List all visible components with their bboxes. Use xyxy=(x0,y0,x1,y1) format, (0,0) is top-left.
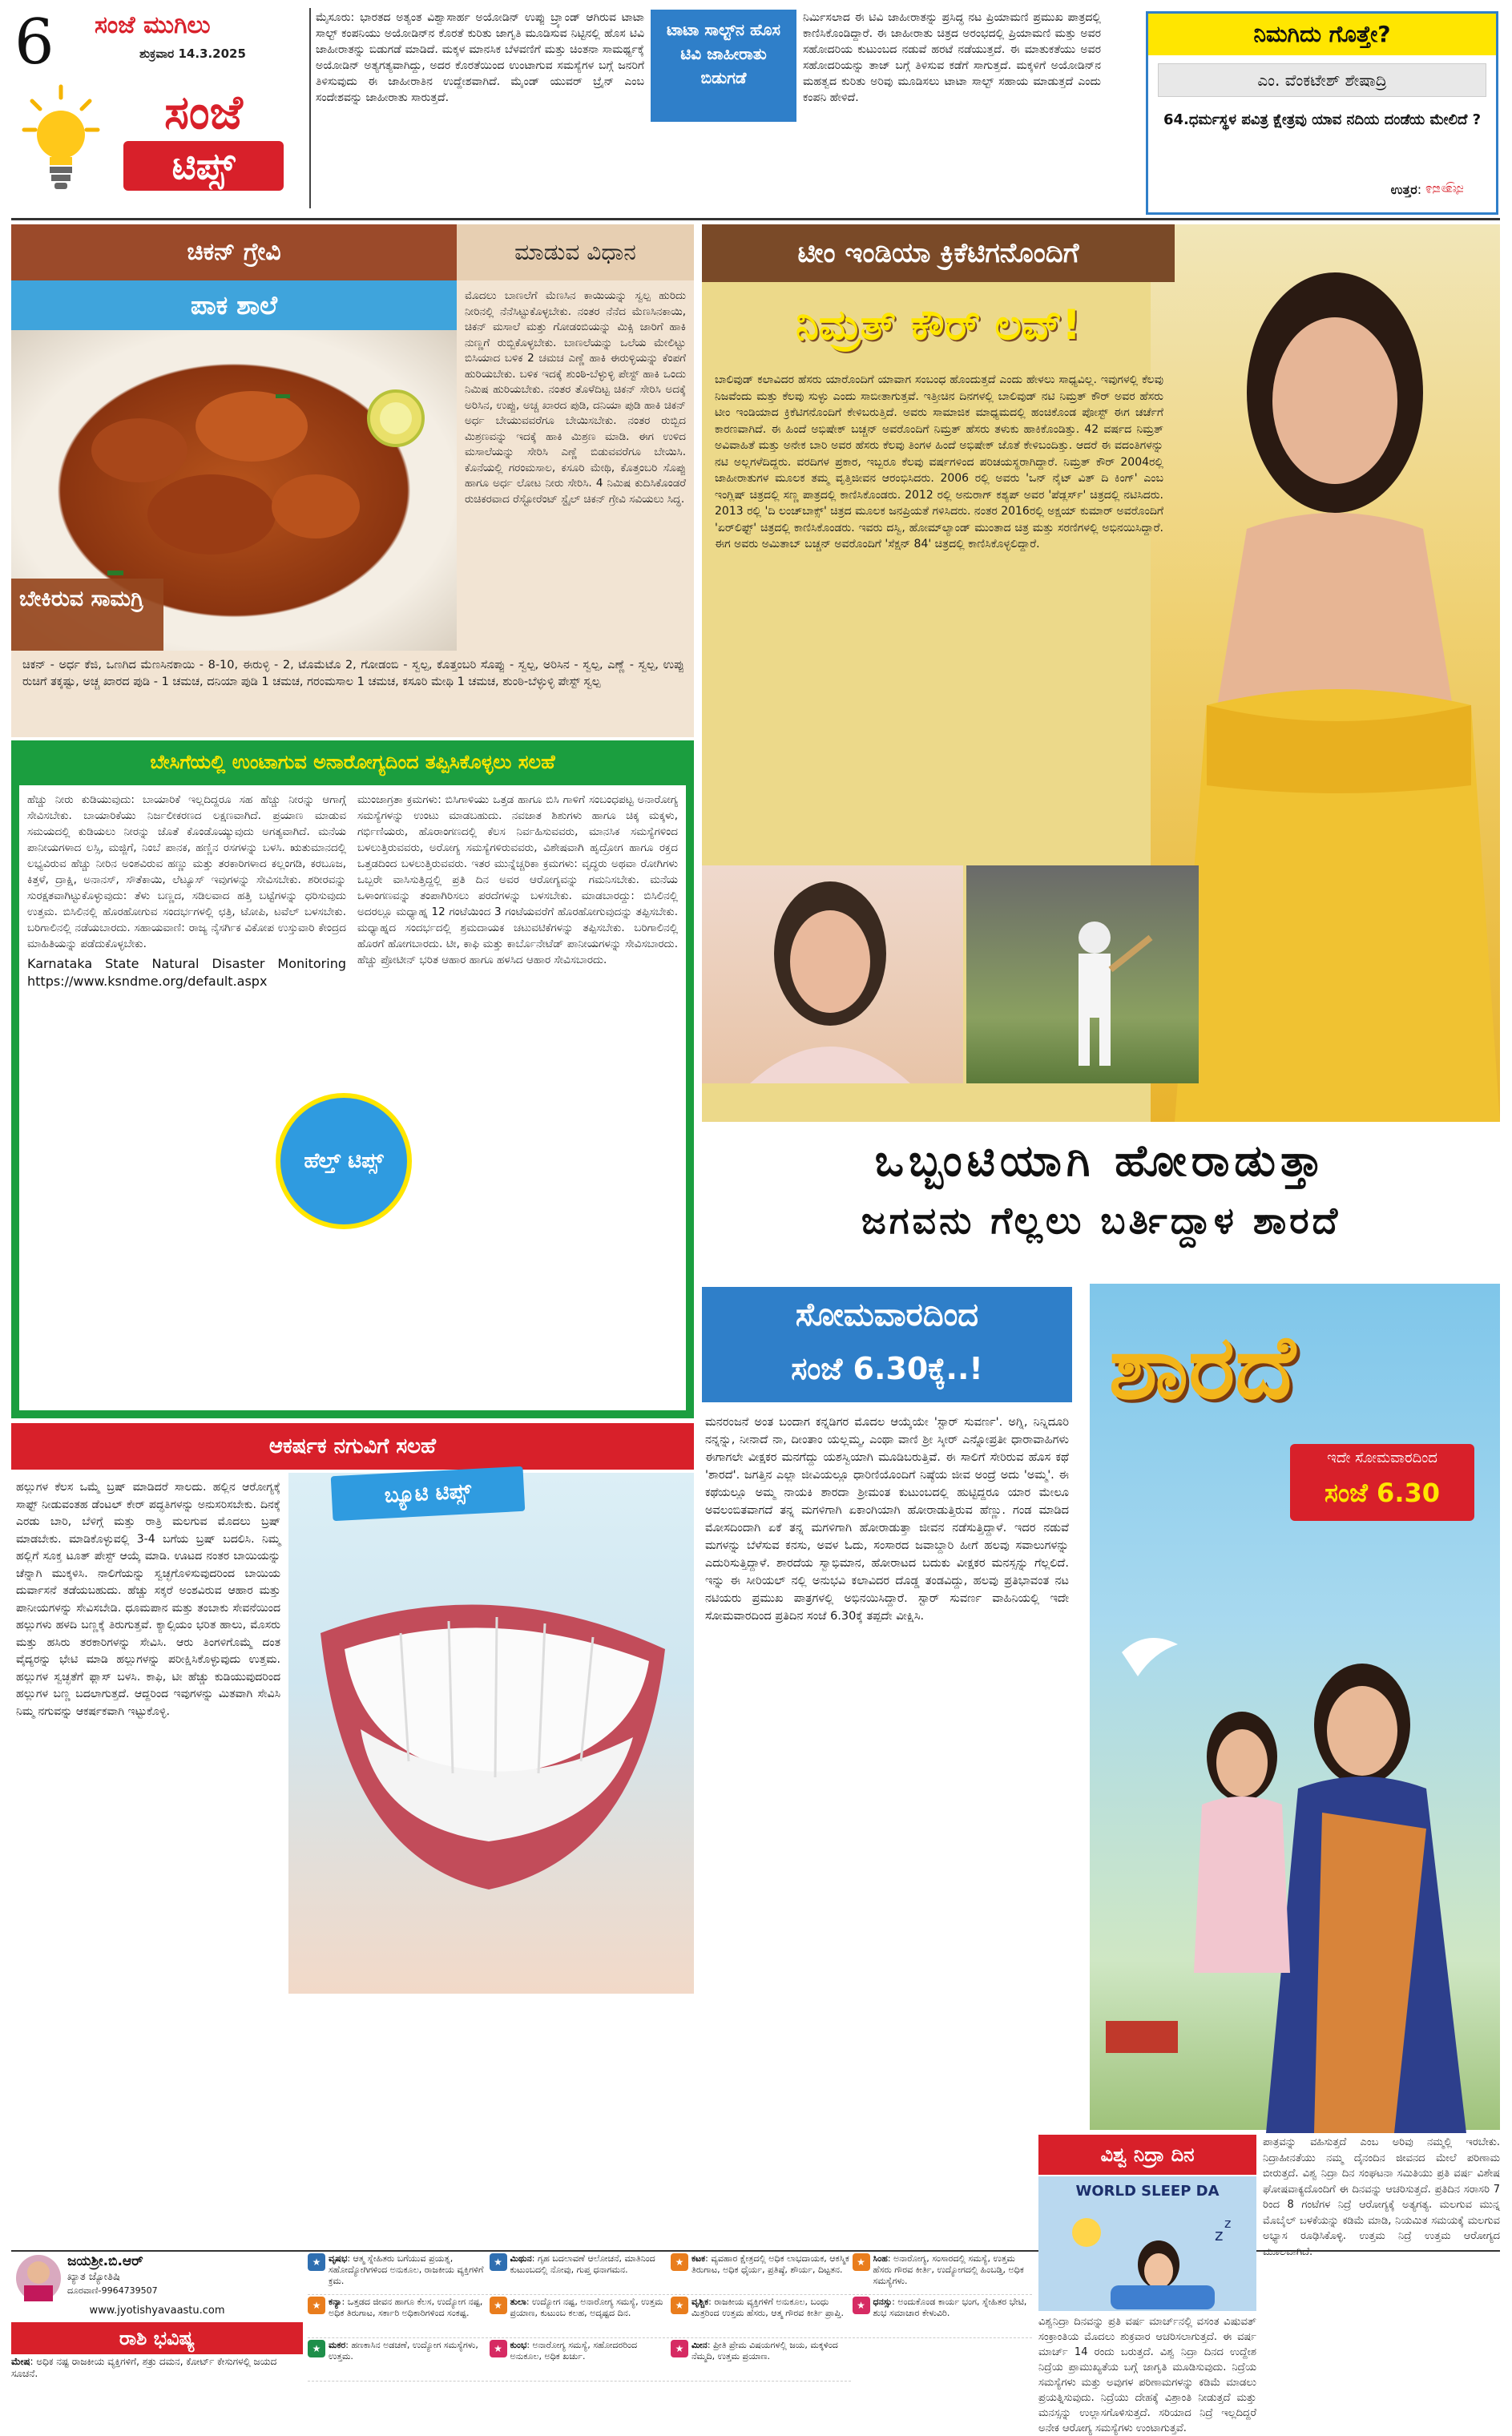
recipe-section-label: ಪಾಕ ಶಾಲೆ xyxy=(11,280,457,330)
rashi-text: ಧನಸ್ಸು: ಅಂದುಕೊಂಡ ಕಾರ್ಯ ಭಂಗ, ಸ್ನೇಹಿತರ ಭೇಟಿ, ಶುಭ ಸಮಾಚಾರ ಕೇಳುವಿರಿ. xyxy=(873,2297,1027,2318)
zodiac-sign-icon: ★ xyxy=(308,2340,325,2357)
quiz-author: ಎಂ. ವೆಂಕಟೇಶ್ ಶೇಷಾದ್ರಿ xyxy=(1158,63,1486,97)
astrologer-info xyxy=(11,2253,303,2303)
rashi-sign-name: ವೃಶ್ಚಿಕ xyxy=(691,2297,709,2307)
rashi-cell xyxy=(853,2253,1033,2295)
rashi-text: ಕಟಕ: ವ್ಯವಹಾರ ಕ್ಷೇತ್ರದಲ್ಲಿ ಅಧಿಕ ಲಾಭದಾಯಕ, ಆಕಸ್ಮಿಕ ತಿರುಗಾಟ, ಅಧಿಕ ಧೈರ್ಯ, ಪ್ರತಿಷ್ಠೆ, ಶೌರ್ಯ, ದಿಟ್ಟತನ. xyxy=(691,2253,849,2275)
teeth-illustration xyxy=(288,1473,694,1994)
astrologer-name: ಜಯಶ್ರೀ.ಬಿ.ಆರ್ xyxy=(67,2253,143,2269)
rashi-sign-name: ಸಿಂಹ xyxy=(873,2253,888,2264)
rashi-cell xyxy=(490,2340,670,2382)
paper-name: ಸಂಜೆ ಮುಗಿಲು xyxy=(95,11,211,39)
rashi-cell xyxy=(308,2253,488,2295)
lightbulb-icon xyxy=(22,83,99,196)
recipe-method-text: ಮೊದಲು ಬಾಣಲೆಗೆ ಮೆಣಸಿನ ಕಾಯಿಯನ್ನು ಸ್ವಲ್ಪ ಹುರಿದು ನೀರಿನಲ್ಲಿ ನೆನೆಸಿಟ್ಟುಕೊಳ್ಳಬೇಕು. ನಂತರ ನೆನೆದ ಮೆಣಸಿನಕಾಯಿ, ಚಿಕನ್ ಮಸಾಲೆ ಮತ್ತು ಗೋಡಂಬಿಯನ್ನು ಮಿಕ್ಸಿ ಜಾರಿಗೆ ಹಾಕಿ ನುಣ್ಣಗೆ ರುಬ್ಬಿಕೊಳ್ಳಬೇಕು. ಬಾಣಲೆಯನ್ನು ಒಲೆಯ ಮೇಲಿಟ್ಟು ಬಿಸಿಯಾದ ಬಳಿಕ 2 ಚಮಚ ಎಣ್ಣೆ ಹಾಕಿ ಈರುಳ್ಳಿಯನ್ನು ಕೆಂಪಗೆ ಹುರಿಯಬೇಕು. ಬಳಿಕ ಇದಕ್ಕೆ ಶುಂಠಿ-ಬೆಳ್ಳುಳ್ಳಿ ಪೇಸ್ಟ್ ಹಾಕಿ ಒಂದು ನಿಮಿಷ ಹುರಿಯಬೇಕು. ನಂತರ ತೊಳೆದಿಟ್ಟ ಚಿಕನ್ ಸೇರಿಸಿ ಅದಕ್ಕೆ ಅರಿಸಿನ, ಉಪ್ಪು, ಅಚ್ಚ ಖಾರದ ಪುಡಿ, ದನಿಯಾ ಪುಡಿ ಹಾಕಿ ಚಿಕನ್ ಅರ್ಧ ಬೇಯುವವರೆಗೂ ಬೇಯಿಸಬೇಕು. ನಂತರ ರುಬ್ಬಿದ ಮಿಶ್ರಣವನ್ನು ಇದಕ್ಕೆ ಹಾಕಿ ಮಿಶ್ರಣ ಮಾಡಿ. ಈಗ ಉಳಿದ ಮಸಾಲೆಯನ್ನು ಸೇರಿಸಿ ಎಣ್ಣೆ ಬಿಡುವವರೆಗೂ ಬೇಯಿಸಿ. ಕೊನೆಯಲ್ಲಿ ಗರಂಮಸಾಲ, ಕಸೂರಿ ಮೇಥಿ, ಕೊತ್ತಂಬರಿ ಸೊಪ್ಪು ಹಾಗೂ ಅರ್ಧ ಲೋಟ ನೀರು ಸೇರಿಸಿ. 4 ನಿಮಿಷ ಕುದಿಸಿಕೊಂಡರೆ ರುಚಿಕರವಾದ ರೆಸ್ಟೋರೆಂಟ್ ಸ್ಟೈಲ್ ಚಿಕನ್ ಗ್ರೇವಿ ಸವಿಯಲು ಸಿದ್ಧ. xyxy=(465,289,686,506)
serial-headline xyxy=(702,1130,1500,1266)
recipe-method-label: ಮಾಡುವ ವಿಧಾನ xyxy=(457,224,694,280)
zodiac-sign-icon: ★ xyxy=(853,2253,870,2271)
serial-headline-2: ಜಗವನು ಗೆಲ್ಲಲು ಬರ್ತಿದ್ದಾಳ ಶಾರದೆ xyxy=(861,1199,1341,1242)
svg-text:z: z xyxy=(1215,2225,1224,2244)
answer-label: ಉತ್ತರ xyxy=(1390,182,1417,197)
quiz-title: ನಿಮಗಿದು ಗೊತ್ತೇ? xyxy=(1148,14,1496,55)
poster-sub-1: ಇದೇ ಸೋಮವಾರದಿಂದ xyxy=(1327,1450,1437,1466)
feature-photo-cricketer xyxy=(966,865,1199,1083)
section-title-line2: ಟಿಪ್ಸ್ xyxy=(123,141,284,191)
zodiac-sign-icon: ★ xyxy=(308,2297,325,2314)
serial-promo-box xyxy=(702,1287,1072,1402)
rashi-grid xyxy=(308,2253,1032,2382)
rashi-sign-name: ಕನ್ಯಾ xyxy=(329,2297,342,2307)
sleep-text-right: ಪಾತ್ರವನ್ನು ವಹಿಸುತ್ತದೆ ಎಂಬ ಅರಿವು ನಮ್ಮಲ್ಲಿ ಇರಬೇಕು. ನಿದ್ರಾಹೀನತೆಯು ನಮ್ಮ ದೈನಂದಿನ ಜೀವನದ ಮೇಲೆ ಪರಿಣಾಮ ಬೀರುತ್ತದೆ. ವಿಶ್ವ ನಿದ್ರಾ ದಿನ ಸಂಘಟನಾ ಸಮಿತಿಯು ಪ್ರತಿ ವರ್ಷ ವಿಶೇಷ ಘೋಷವಾಕ್ಯದೊಂದಿಗೆ ಈ ದಿನವನ್ನು ಆಚರಿಸುತ್ತದೆ. ಪ್ರತಿದಿನ ಸರಾಸರಿ 7 ರಿಂದ 8 ಗಂಟೆಗಳ ನಿದ್ರೆ ಆರೋಗ್ಯಕ್ಕೆ ಅತ್ಯಗತ್ಯ. ಮಲಗುವ ಮುನ್ನ ಮೊಬೈಲ್ ಬಳಕೆಯನ್ನು ಕಡಿಮೆ ಮಾಡಿ, ನಿಯಮಿತ ಸಮಯಕ್ಕೆ ಮಲಗುವ ಅಭ್ಯಾಸ ರೂಢಿಸಿಕೊಳ್ಳಿ. ಉತ್ತಮ ನಿದ್ರೆ ಉತ್ತಮ ಆರೋಗ್ಯದ ಮೂಲವಾಗಿದೆ. xyxy=(1263,2136,1500,2258)
zodiac-sign-icon: ★ xyxy=(671,2297,688,2314)
rashi-cell xyxy=(671,2253,851,2295)
actress-illustration xyxy=(1151,224,1500,1122)
svg-text:z: z xyxy=(1224,2216,1232,2231)
rashi-title: ರಾಶಿ ಭವಿಷ್ಯ xyxy=(11,2322,303,2354)
zodiac-sign-icon: ★ xyxy=(671,2340,688,2357)
rashi-prediction: ಅನಾರೋಗ್ಯ, ಸಂಸಾರದಲ್ಲಿ ಸಮಸ್ಯೆ, ಉತ್ತಮ ಹೆಸರು ಗೌರವ ಕೀರ್ತಿ, ಉದ್ಯೋಗದಲ್ಲಿ ಹಿಂಬಡ್ತಿ, ಅಧಿಕ ಸಮಸ್ಯೆಗಳು. xyxy=(873,2253,1024,2286)
tata-salt-highlight-box: ಟಾಟಾ ಸಾಲ್ಟ್‌ನ ಹೊಸ ಟಿವಿ ಜಾಹೀರಾತು ಬಿಡುಗಡೆ xyxy=(651,10,796,122)
astrologer-avatar xyxy=(16,2255,61,2301)
rashi-prediction: ಆತ್ಮ ಸ್ನೇಹಿತರು ಬಗೆಯುವ ಪ್ರಯತ್ನ, ಸಹೋದ್ಯೋಗಿಗಳಿಂದ ಅನುಕೂಲ, ರಾಜಕೀಯ ವ್ಯಕ್ತಿಗಳಿಗೆ ಕ್ರಮ. xyxy=(329,2253,484,2286)
health-col2: ಮುಂಜಾಗ್ರತಾ ಕ್ರಮಗಳು: ಬಿಸಿಗಾಳಿಯು ಒತ್ತಡ ಹಾಗೂ ಬಿಸಿ ಗಾಳಿಗೆ ಸಂಬಂಧಪಟ್ಟ ಅನಾರೋಗ್ಯ ಸಮಸ್ಯೆಗಳನ್ನು ಉಂಟು ಮಾಡಬಹುದು. ನವಜಾತ ಶಿಶುಗಳು ಹಾಗೂ ಚಿಕ್ಕ ಮಕ್ಕಳು, ಗರ್ಭಿಣಿಯರು, ಹೊರಾಂಗಣದಲ್ಲಿ ಕೆಲಸ ನಿರ್ವಹಿಸುವವರು, ಮಾನಸಿಕ ಸಮಸ್ಯೆಗಳಿಂದ ಬಳಲುತ್ತಿರುವವರು, ಅರೋಗ್ಯ ಸಮಸ್ಯೆಗಳಿರುವವರು, ವಿಶೇಷವಾಗಿ ಹೃದ್ರೋಗ ಹಾಗೂ ರಕ್ತದ ಒತ್ತಡದಿಂದ ಬಳಲುತ್ತಿರುವವರು. ಇತರ ಮುನ್ನೆಚ್ಚರಿಕಾ ಕ್ರಮಗಳು: ವೃದ್ಧರು ಅಥವಾ ರೋಗಿಗಳು ಒಬ್ಬರೇ ವಾಸಿಸುತ್ತಿದ್ದಲ್ಲಿ ಪ್ರತಿ ದಿನ ಅವರ ಆರೋಗ್ಯವನ್ನು ಗಮನಿಸಬೇಕು. ಮನೆಯ ಒಳಾಂಗಣವನ್ನು ತಂಪಾಗಿರಿಸಲು ಪರದೆಗಳನ್ನು ಬಳಸಬೇಕು. ಮಾಡಬಾರದ್ದು: ಬಿಸಿಲಿನಲ್ಲಿ ಅದರಲ್ಲೂ ಮಧ್ಯಾಹ್ನ 12 ಗಂಟೆಯಿಂದ 3 ಗಂಟೆಯವರೆಗೆ ಹೊರಹೋಗುವುದನ್ನು ತಪ್ಪಿಸಬೇಕು. ಮಧ್ಯಾಹ್ನದ ಸಂದರ್ಭದಲ್ಲಿ ಶ್ರಮದಾಯಕ ಚಟುವಟಿಕೆಗಳನ್ನು ತಪ್ಪಿಸಬೇಕು. ಬರಿಗಾಲಿನಲ್ಲಿ ಹೊರಗೆ ಹೋಗಬಾರದು. ಟೀ, ಕಾಫಿ ಮತ್ತು ಕಾರ್ಬೊನೇಟೆಡ್ ಪಾನೀಯಗಳನ್ನು ಸೇವಿಸಬಾರದು. ಹೆಚ್ಚು ಪ್ರೋಟೀನ್ ಭರಿತ ಆಹಾರ ಹಾಗೂ ಹಳಸಿದ ಆಹಾರ ಸೇವಿಸಬಾರದು. xyxy=(357,793,678,966)
serial-text: ಮನರಂಜನೆ ಅಂತ ಬಂದಾಗ ಕನ್ನಡಿಗರ ಮೊದಲ ಆಯ್ಕೆಯೇ 'ಸ್ಟಾರ್ ಸುವರ್ಣ'. ಅಗ್ನಿ, ನಿನ್ನಿದೂರಿ ನನ್ನನ್ನು, ನೀನಾದೆ ನಾ, ದೀಂತಾಂ ಯಲ್ಲಮ್ಮ, ಎಂಥಾ ವಾಣಿ ಶ್ರೀ ಸ್ಕೀರ್ ಎನ್ನೋಪ್ರತೀ ಧಾರಾವಾಹಿಗಳು ಈಗಾಗಲೇ ವೀಕ್ಷಕರ ಮನಗೆದ್ದು ಯಶಸ್ವಿಯಾಗಿ ಮೂಡಿಬರುತ್ತಿವೆ. ಈ ಸಾಲಿಗೆ ಸೇರಿರುವ ಹೊಸ ಕಥೆ 'ಶಾರದೆ'. ಜಗತ್ತಿನ ಎಲ್ಲಾ ಜೀವಿಯಲ್ಲೂ ಧಾರಿಣಿಯೊಂದಿಗೆ ನಿಷ್ಠೆಯ ಜೀವ ಅಂದ್ರೆ ಅದು 'ಅಮ್ಮ'. ಈ ಕಥೆಯಲ್ಲೂ ಅಮ್ಮ ನಾಯಕಿ ಶಾರದಾ ಶ್ರೀಮಂತ ಕುಟುಂಬದಲ್ಲಿ ಹುಟ್ಟಿದ್ದರೂ ಯಾರ ಮೇಲೂ ಅವಲಂಬಿತವಾಗದೆ ತನ್ನ ಮಗಳಿಗಾಗಿ ಏಕಾಂಗಿಯಾಗಿ ಹೋರಾಡುತ್ತಿರುವ ಹೆಣ್ಣು. ಗಂಡ ಮಾಡಿದ ಮೋಸದಿಂದಾಗಿ ಏಕೆ ತನ್ನ ಮಗಳಿಗಾಗಿ ಹೋರಾಡುತ್ತಾ ಜೀವನ ನಡೆಸುತ್ತಿದ್ದಾಳೆ. ಇದರ ನಡುವೆ ಮಗಳನ್ನು ಬೆಳೆಸುವ ಕನಸು, ಅವಳ ಓದು, ಸಂಸಾರದ ಜವಾಬ್ದಾರಿ ಹೀಗೆ ಹಲವು ಸವಾಲುಗಳನ್ನು ಎದುರಿಸುತ್ತಿದ್ದಾಳೆ. ಶಾರದೆಯ ಸ್ವಾಭಿಮಾನ, ಹೋರಾಟದ ಬದುಕು ವೀಕ್ಷಕರ ಮನಸ್ಸನ್ನು ಗೆಲ್ಲಲಿದೆ. ಇನ್ನು ಈ ಸೀರಿಯಲ್ ನಲ್ಲಿ ಅನುಭವಿ ಕಲಾವಿದರ ದೊಡ್ಡ ತಂಡವಿದ್ದು, ಹಲವು ಪ್ರತಿಭಾವಂತ ನಟ ನಟಿಯರು ಪ್ರಮುಖ ಪಾತ್ರಗಳಲ್ಲಿ ಅಭಿನಯಿಸಿದ್ದಾರೆ. ಸ್ಟಾರ್ ಸುವರ್ಣ ವಾಹಿನಿಯಲ್ಲಿ ಇದೇ ಸೋಮವಾರದಿಂದ ಪ್ರತಿದಿನ ಸಂಜೆ 6.30ಕ್ಕೆ ತಪ್ಪದೇ ವೀಕ್ಷಿಸಿ. xyxy=(705,1416,1069,1623)
cricketer-illustration xyxy=(966,865,1199,1083)
tata-salt-article: ಮೈಸೂರು: ಭಾರತದ ಅತ್ಯಂತ ವಿಶ್ವಾಸಾರ್ಹ ಅಯೋಡಿನ್ ಉಪ್ಪು ಬ್ರ್ಯಾಂಡ್ ಆಗಿರುವ ಟಾಟಾ ಸಾಲ್ಟ್ ಕಂಪನಿಯು ಅಯೋಡಿನ್‌ನ ಕೊರತೆ ಕುರಿತು ಜಾಗೃತಿ ಮೂಡಿಸುವ ನಿಟ್ಟಿನಲ್ಲಿ ಹೊಸ ಟಿವಿ ಜಾಹೀರಾತನ್ನು ಬಿಡುಗಡೆ ಮಾಡಿದೆ. ಮಕ್ಕಳ ಮಾನಸಿಕ ಬೆಳವಣಿಗೆ ಮತ್ತು ಚಿಂತನಾ ಸಾಮರ್ಥ್ಯಕ್ಕೆ ಅಯೋಡಿನ್ ಅತ್ಯಗತ್ಯವಾಗಿದ್ದು, ಅದರ ಕೊರತೆಯಿಂದ ಉಂಟಾಗುವ ಸಮಸ್ಯೆಗಳ ಬಗ್ಗೆ ಜನರಿಗೆ ತಿಳಿಸುವುದು ಈ ಜಾಹೀರಾತಿನ ಉದ್ದೇಶವಾಗಿದೆ. ಮೈಂಡ್ ಯುವರ್ ಬ್ರೈನ್ ಎಂಬ ಸಂದೇಶವನ್ನು ಜಾಹೀರಾತು ಸಾರುತ್ತದೆ. xyxy=(316,11,644,104)
answer-value: ನೇತ್ರಾವತಿ xyxy=(1425,183,1464,198)
rashi-cell xyxy=(671,2297,851,2338)
rashi-prediction: ವ್ಯವಹಾರ ಕ್ಷೇತ್ರದಲ್ಲಿ ಅಧಿಕ ಲಾಭದಾಯಕ, ಆಕಸ್ಮಿಕ ತಿರುಗಾಟ, ಅಧಿಕ ಧೈರ್ಯ, ಪ್ರತಿಷ್ಠೆ, ಶೌರ್ಯ, ದಿಟ್ಟತನ. xyxy=(691,2253,849,2275)
nimrat-feature xyxy=(702,224,1500,1122)
feature-text: ಬಾಲಿವುಡ್ ಕಲಾವಿದರ ಹೆಸರು ಯಾರೊಂದಿಗೆ ಯಾವಾಗ ಸಂಬಂಧ ಹೊಂದುತ್ತದೆ ಎಂದು ಹೇಳಲು ಸಾಧ್ಯವಿಲ್ಲ. ಇವುಗಳಲ್ಲಿ ಕೆಲವು ನಿಜವೆಂದು ಮತ್ತು ಕೆಲವು ಸುಳ್ಳು ಎಂದು ಸಾಬೀತಾಗುತ್ತವೆ. ಇತ್ತೀಚಿನ ದಿನಗಳಲ್ಲಿ ಬಾಲಿವುಡ್ ನಟಿ ನಿಮ್ರತ್ ಕೌರ್ ಅವರ ಹೆಸರು ಟೀಂ ಇಂಡಿಯಾದ ಕ್ರಿಕೆಟಿಗನೊಂದಿಗೆ ಕೇಳಿಬರುತ್ತಿದೆ. ಅವರು ಸಾಮಾಜಿಕ ಮಾಧ್ಯಮದಲ್ಲಿ ಹಂಚಿಕೊಂಡ ಪೋಸ್ಟ್ ಈಗ ಚರ್ಚೆಗೆ ಕಾರಣವಾಗಿದೆ. ಈ ಹಿಂದೆ ಅಭಿಷೇಕ್ ಬಚ್ಚನ್ ಅವರೊಂದಿಗೆ ನಿಮ್ರತ್ ಹೆಸರು ತಳುಕು ಹಾಕಿಕೊಂಡಿತ್ತು. 42 ವರ್ಷದ ನಿಮ್ರತ್ ಅವಿವಾಹಿತೆ ಮತ್ತು ಅನೇಕ ಬಾರಿ ಅವರ ಹೆಸರು ಕೆಲವು ತಿಂಗಳ ಹಿಂದೆ ಅಭಿಷೇಕ್ ಜೊತೆ ಕೇಳಿಬಂದಿತ್ತು. ಆದರೆ ಈ ವದಂತಿಗಳನ್ನು ನಟಿ ಅಲ್ಲಗಳೆದಿದ್ದರು. ವರದಿಗಳ ಪ್ರಕಾರ, ಇಬ್ಬರೂ ಕೆಲವು ವರ್ಷಗಳಿಂದ ಪರಿಚಯಸ್ಥರಾಗಿದ್ದಾರೆ. ನಿಮ್ರತ್ ಕೌರ್ 2004ರಲ್ಲಿ ಜಾಹೀರಾತುಗಳ ಮೂಲಕ ತಮ್ಮ ವೃತ್ತಿಜೀವನ ಆರಂಭಿಸಿದರು. 2006 ರಲ್ಲಿ ಅವರು 'ಒನ್ ನೈಟ್ ವಿತ್ ದಿ ಕಿಂಗ್' ಎಂಬ ಇಂಗ್ಲಿಷ್ ಚಿತ್ರದಲ್ಲಿ ಸಣ್ಣ ಪಾತ್ರದಲ್ಲಿ ಕಾಣಿಸಿಕೊಂಡರು. 2012 ರಲ್ಲಿ ಅನುರಾಗ್ ಕಶ್ಯಪ್ ಅವರ 'ಪೆಡ್ಲರ್ಸ್' ಚಿತ್ರದಲ್ಲಿ ನಟಿಸಿದರು. 2013 ರಲ್ಲಿ 'ದಿ ಲಂಚ್‌ಬಾಕ್ಸ್' ಚಿತ್ರದ ಮೂಲಕ ಜನಪ್ರಿಯತೆ ಗಳಿಸಿದರು. ನಂತರ 2016ರಲ್ಲಿ ಅಕ್ಷಯ್ ಕುಮಾರ್ ಅವರೊಂದಿಗೆ 'ಏರ್‌ಲಿಫ್ಟ್' ಚಿತ್ರದಲ್ಲಿ ಕಾಣಿಸಿಕೊಂಡರು. ಇವರು ದಸ್ವಿ, ಹೋಮ್‌ಲ್ಯಾಂಡ್ ಮುಂತಾದ ಚಿತ್ರ ಮತ್ತು ಸರಣಿಗಳಲ್ಲಿ ಅಭಿನಯಿಸಿದ್ದಾರೆ. ಈಗ ಅವರು ಅಮಿತಾಬ್ ಬಚ್ಚನ್ ಅವರೊಂದಿಗೆ 'ಸೆಕ್ಷನ್ 84' ಚಿತ್ರದಲ್ಲಿ ಕಾಣಿಸಿಕೊಳ್ಳಲಿದ್ದಾರೆ. xyxy=(715,373,1163,551)
section-title-line1: ಸಂಜೆ xyxy=(164,85,243,139)
beauty-title: ಆಕರ್ಷಕ ನಗುವಿಗೆ ಸಲಹೆ xyxy=(11,1423,694,1470)
rashi-text: ಕುಂಭ: ಅನಾರೋಗ್ಯ ಸಮಸ್ಯೆ, ಸಹೋದರರಿಂದ ಅನುಕೂಲ, ಅಧಿಕ ಖರ್ಚು. xyxy=(510,2340,638,2361)
sleep-text-left: ವಿಶ್ವನಿದ್ರಾ ದಿನವನ್ನು ಪ್ರತಿ ವರ್ಷ ಮಾರ್ಚ್‌ನಲ್ಲಿ ವಸಂತ ವಿಷುವತ್ ಸಂಕ್ರಾಂತಿಯ ಮೊದಲು ಶುಕ್ರವಾರ ಆಚರಿಸಲಾಗುತ್ತದೆ. ಈ ವರ್ಷ ಮಾರ್ಚ್ 14 ರಂದು ಬರುತ್ತದೆ. ವಿಶ್ವ ನಿದ್ರಾ ದಿನದ ಉದ್ದೇಶ ನಿದ್ರೆಯ ಪ್ರಾಮುಖ್ಯತೆಯ ಬಗ್ಗೆ ಜಾಗೃತಿ ಮೂಡಿಸುವುದು. ನಿದ್ರೆಯ ಸಮಸ್ಯೆಗಳು ಮತ್ತು ಅವುಗಳ ಪರಿಣಾಮಗಳನ್ನು ಕಡಿಮೆ ಮಾಡಲು ಪ್ರಯತ್ನಿಸುವುದು. ನಿದ್ರೆಯು ದೇಹಕ್ಕೆ ವಿಶ್ರಾಂತಿ ನೀಡುತ್ತದೆ ಮತ್ತು ಮನಸ್ಸನ್ನು ಉಲ್ಲಾಸಗೊಳಿಸುತ್ತದೆ. ಸರಿಯಾದ ನಿದ್ರೆ ಇಲ್ಲದಿದ್ದರೆ ಅನೇಕ ಆರೋಗ್ಯ ಸಮಸ್ಯೆಗಳು ಉಂಟಾಗುತ್ತವೆ. xyxy=(1038,2316,1256,2434)
rashi-prediction: ಒತ್ತಡದ ಜೀವನ ಹಾಗೂ ಕೆಲಸ, ಉದ್ಯೋಗ ನಷ್ಟ, ಅಧಿಕ ತಿರುಗಾಟ, ಸರ್ಕಾರಿ ಅಧಿಕಾರಿಗಳಿಂದ ಸಂಕಷ್ಟ. xyxy=(329,2297,483,2318)
feature-photo xyxy=(1151,224,1500,1122)
issue-date: ಶುಕ್ರವಾರ 14.3.2025 xyxy=(139,46,246,61)
serial-headline-1: ಒಬ್ಬಂಟಿಯಾಗಿ ಹೋರಾಡುತ್ತಾ xyxy=(874,1135,1328,1186)
sleep-image xyxy=(1038,2176,1256,2311)
section-title xyxy=(107,83,300,204)
rashi-sign-name: ಕಟಕ xyxy=(691,2253,706,2264)
rashi-sign-name: ಕುಂಭ xyxy=(510,2340,527,2350)
rashi-prediction: ಹಣಕಾಸಿನ ಅಡಚಣೆ, ಉದ್ಯೋಗ ಸಮಸ್ಯೆಗಳು, ಉತ್ತಮ. xyxy=(329,2340,478,2361)
rashi-extra xyxy=(11,2356,303,2382)
health-body xyxy=(19,785,686,1410)
rashi-cell xyxy=(490,2253,670,2295)
rashi-sign-name: ಮಕರ xyxy=(329,2340,346,2350)
health-tips-badge: ಹೆಲ್ತ್ ಟಿಪ್ಸ್ xyxy=(276,1093,412,1229)
rashi-text: ಮಿಥುನ: ಗೃಹ ಬದಲಾವಣೆ ಆಲೋಚನೆ, ಮಾತಿನಿಂದ ಕುಟುಂಬದಲ್ಲಿ ನೋವು, ಗುಪ್ತ ಧನಾಗಮನ. xyxy=(510,2253,655,2275)
feature-photo-actress xyxy=(702,865,963,1083)
rashi-sign-name: ತುಲಾ xyxy=(510,2297,526,2307)
rashi-cell xyxy=(671,2340,851,2382)
rashi-text: ವೃಶ್ಚಿಕ: ರಾಜಕೀಯ ವ್ಯಕ್ತಿಗಳಿಗೆ ಅನುಕೂಲ, ಬಂಧು ಮಿತ್ರರಿಂದ ಉತ್ತಮ ಹೆಸರು, ಆತ್ಮ ಗೌರವ ಕೀರ್ತಿ ಪ್ರಾಪ್ತಿ. xyxy=(691,2297,844,2318)
quiz-box xyxy=(1146,11,1498,215)
rashi-cell xyxy=(308,2297,488,2338)
header-rule xyxy=(11,218,1500,220)
feature-headline-2: ನಿಮ್ರತ್ ಕೌರ್ ಲವ್! xyxy=(795,301,1081,349)
beauty-text-bottom xyxy=(288,2000,694,2224)
rashi-prediction: ಉದ್ಯೋಗ ನಷ್ಟ, ಅನಾರೋಗ್ಯ ಸಮಸ್ಯೆ, ಉತ್ತಮ ಪ್ರಯಾಣ, ಕುಟುಂಬ ಕಲಹ, ಅದೃಷ್ಟದ ದಿನ. xyxy=(510,2297,663,2318)
poster-date-badge xyxy=(1290,1444,1474,1521)
tata-salt-article-cont: ನಿರ್ಮಿಸಲಾದ ಈ ಟಿವಿ ಜಾಹೀರಾತನ್ನು ಪ್ರಸಿದ್ಧ ನಟ ಪ್ರಿಯಾಮಣಿ ಪ್ರಮುಖ ಪಾತ್ರದಲ್ಲಿ ಕಾಣಿಸಿಕೊಂಡಿದ್ದಾರೆ. ಈ ಜಾಹೀರಾತು ಚಿತ್ರದ ಅರಂಭದಲ್ಲಿ ಪ್ರಿಯಾಮಣಿ ಮತ್ತು ಅವರ ಸಹೋದರಿಯ ಕುಟುಂಬದ ನಡುವೆ ಹರಟೆ ನಡೆಯುತ್ತದೆ. ಈ ಮಾತುಕತೆಯು ಅವರ ಸಹೋದರಿಯನ್ನು ತಾಜ್ ಬಗ್ಗೆ ತಿಳಿಸುವ ಕಡೆಗೆ ಸಾಗುತ್ತದೆ. ಮಕ್ಕಳಿಗೆ ಅಯೋಡಿನ್‌ನ ಮಹತ್ವದ ಕುರಿತು ಅರಿವು ಮೂಡಿಸಲು ಟಾಟಾ ಸಾಲ್ಟ್ ಸಹಾಯ ಮಾಡುತ್ತದೆ ಎಂದು ಕಂಪನಿ ಹೇಳಿದೆ. xyxy=(803,11,1101,104)
beauty-text: ಹಲ್ಲುಗಳ ಕೆಲಸ ಒಮ್ಮೆ ಬ್ರಷ್ ಮಾಡಿದರೆ ಸಾಲದು. ಹಲ್ಲಿನ ಆರೋಗ್ಯಕ್ಕೆ ಸಾಫ್ಟ್ ನೀಡುವಂತಹ ಡೆಂಟಲ್ ಕೇರ್ ಪದ್ಧತಿಗಳನ್ನು ಅನುಸರಿಸಬೇಕು. ದಿನಕ್ಕೆ ಎರಡು ಬಾರಿ, ಬೆಳಿಗ್ಗೆ ಮತ್ತು ರಾತ್ರಿ ಮಲಗುವ ಮೊದಲು ಬ್ರಷ್ ಮಾಡಬೇಕು. ಮಾಡಿಕೊಳ್ಳುವಲ್ಲಿ 3-4 ಬಗೆಯ ಬ್ರಷ್ ಬದಲಿಸಿ. ನಿಮ್ಮ ಹಲ್ಲಿಗೆ ಸೂಕ್ತ ಟೂತ್ ಪೇಸ್ಟ್ ಆಯ್ಕೆ ಮಾಡಿ. ಊಟದ ನಂತರ ಬಾಯಿಯನ್ನು ಚೆನ್ನಾಗಿ ಮುಕ್ಕಳಿಸಿ. ನಾಲಿಗೆಯನ್ನು ಸ್ವಚ್ಛಗೊಳಿಸುವುದರಿಂದ ಬಾಯಿಯ ದುರ್ವಾಸನೆ ತಡೆಯಬಹುದು. ಹೆಚ್ಚು ಸಕ್ಕರೆ ಅಂಶವಿರುವ ಆಹಾರ ಮತ್ತು ಪಾನೀಯಗಳನ್ನು ಸೇವಿಸಬೇಡಿ. ಧೂಮಪಾನ ಮತ್ತು ತಂಬಾಕು ಸೇವನೆಯಿಂದ ಹಲ್ಲುಗಳು ಹಳದಿ ಬಣ್ಣಕ್ಕೆ ತಿರುಗುತ್ತವೆ. ಕ್ಯಾಲ್ಸಿಯಂ ಭರಿತ ಹಾಲು, ಮೊಸರು ಮತ್ತು ಹಸಿರು ತರಕಾರಿಗಳನ್ನು ಸೇವಿಸಿ. ಆರು ತಿಂಗಳಿಗೊಮ್ಮೆ ದಂತ ವೈದ್ಯರನ್ನು ಭೇಟಿ ಮಾಡಿ ಹಲ್ಲುಗಳನ್ನು ಪರೀಕ್ಷಿಸಿಕೊಳ್ಳುವುದು ಉತ್ತಮ. ಹಲ್ಲುಗಳ ಸ್ವಚ್ಛತೆಗೆ ಫ್ಲಾಸ್ ಬಳಸಿ. ಕಾಫಿ, ಟೀ ಹೆಚ್ಚು ಕುಡಿಯುವುದರಿಂದ ಹಲ್ಲುಗಳ ಬಣ್ಣ ಬದಲಾಗುತ್ತದೆ. ಆದ್ದರಿಂದ ಇವುಗಳನ್ನು ಮಿತವಾಗಿ ಸೇವಿಸಿ ನಿಮ್ಮ ನಗುವನ್ನು ಆಕರ್ಷಕವಾಗಿ ಇಟ್ಟುಕೊಳ್ಳಿ. xyxy=(16,1481,280,1718)
rashi-cell xyxy=(308,2340,488,2382)
rashi-text: ಕನ್ಯಾ: ಒತ್ತಡದ ಜೀವನ ಹಾಗೂ ಕೆಲಸ, ಉದ್ಯೋಗ ನಷ್ಟ, ಅಧಿಕ ತಿರುಗಾಟ, ಸರ್ಕಾರಿ ಅಧಿಕಾರಿಗಳಿಂದ ಸಂಕಷ್ಟ. xyxy=(329,2297,483,2318)
astrologer-phone: ದೂರವಾಣಿ-9964739507 xyxy=(67,2285,158,2296)
astrologer-role: ಖ್ಯಾತ ಜ್ಯೋತಿಷಿ xyxy=(67,2271,120,2283)
page-number: 6 xyxy=(14,6,54,79)
health-title: ಬೇಸಿಗೆಯಲ್ಲಿ ಉಂಟಾಗುವ ಅನಾರೋಗ್ಯದಿಂದ ತಪ್ಪಿಸಿಕೊಳ್ಳಲು ಸಲಹೆ xyxy=(150,751,555,773)
rashi-text: ಮೀನ: ಪ್ರೀತಿ ಪ್ರೇಮ ವಿಷಯಗಳಲ್ಲಿ ಜಯ, ಮಕ್ಕಳಿಂದ ನೆಮ್ಮದಿ, ಉತ್ತಮ ಪ್ರಯಾಣ. xyxy=(691,2340,838,2361)
recipe-title: ಚಿಕನ್ ಗ್ರೇವಿ xyxy=(11,224,457,280)
rashi-text: ತುಲಾ: ಉದ್ಯೋಗ ನಷ್ಟ, ಅನಾರೋಗ್ಯ ಸಮಸ್ಯೆ, ಉತ್ತಮ ಪ್ರಯಾಣ, ಕುಟುಂಬ ಕಲಹ, ಅದೃಷ್ಟದ ದಿನ. xyxy=(510,2297,663,2318)
rashi-sign-name: ವೃಷಭ xyxy=(329,2253,348,2264)
zodiac-sign-icon: ★ xyxy=(490,2297,507,2314)
poster-characters-illustration xyxy=(1090,1524,1500,2133)
rashi-sign-name: ಧನಸ್ಸು xyxy=(873,2297,893,2307)
rashi-prediction: ಗೃಹ ಬದಲಾವಣೆ ಆಲೋಚನೆ, ಮಾತಿನಿಂದ ಕುಟುಂಬದಲ್ಲಿ ನೋವು, ಗುಪ್ತ ಧನಾಗಮನ. xyxy=(510,2253,655,2275)
serial-promo-2: ಸಂಜೆ 6.30ಕ್ಕೆ..! xyxy=(791,1351,983,1386)
rashi-text: ಸಿಂಹ: ಅನಾರೋಗ್ಯ, ಸಂಸಾರದಲ್ಲಿ ಸಮಸ್ಯೆ, ಉತ್ತಮ ಹೆಸರು ಗೌರವ ಕೀರ್ತಿ, ಉದ್ಯೋಗದಲ್ಲಿ ಹಿಂಬಡ್ತಿ, ಅಧಿಕ ಸಮಸ್ಯೆಗಳು. xyxy=(873,2253,1024,2286)
rashi-prediction: ಅನಾರೋಗ್ಯ ಸಮಸ್ಯೆ, ಸಹೋದರರಿಂದ ಅನುಕೂಲ, ಅಧಿಕ ಖರ್ಚು. xyxy=(510,2340,638,2361)
beauty-section xyxy=(11,1423,694,2228)
zodiac-sign-icon: ★ xyxy=(853,2297,870,2314)
zodiac-sign-icon: ★ xyxy=(490,2253,507,2271)
rashi-sign-name: ಮೀನ xyxy=(691,2340,708,2350)
recipe-section xyxy=(11,224,694,737)
smile-image xyxy=(288,1473,694,1994)
rashi-prediction: ಅಂದುಕೊಂಡ ಕಾರ್ಯ ಭಂಗ, ಸ್ನೇಹಿತರ ಭೇಟಿ, ಶುಭ ಸಮಾಚಾರ ಕೇಳುವಿರಿ. xyxy=(873,2297,1027,2318)
quiz-question: 64.ಧರ್ಮಸ್ಥಳ ಪವಿತ್ರ ಕ್ಷೇತ್ರವು ಯಾವ ನದಿಯ ದಂಡೆಯ ಮೇಲಿದೆ ? xyxy=(1163,111,1482,128)
zodiac-sign-icon: ★ xyxy=(671,2253,688,2271)
poster-sub-2: ಸಂಜೆ 6.30 xyxy=(1324,1478,1441,1508)
divider xyxy=(309,8,311,208)
masthead xyxy=(11,6,306,216)
recipe-ingredients-text: ಚಿಕನ್ - ಅರ್ಧ ಕೆಜಿ, ಒಣಗಿದ ಮೆಣಸಿನಕಾಯಿ - 8-10, ಈರುಳ್ಳಿ - 2, ಟೊಮೆಟೊ 2, ಗೋಡಂಬಿ - ಸ್ವಲ್ಪ, ಕೊತ್ತಂಬರಿ ಸೊಪ್ಪು - ಸ್ವಲ್ಪ, ಅರಿಸಿನ - ಸ್ವಲ್ಪ, ಎಣ್ಣೆ - ಸ್ವಲ್ಪ, ಉಪ್ಪು ರುಚಿಗೆ ತಕ್ಕಷ್ಟು, ಅಚ್ಚ ಖಾರದ ಪುಡಿ - 1 ಚಮಚ, ದನಿಯಾ ಪುಡಿ 1 ಚಮಚ, ಗರಂಮಸಾಲ 1 ಚಮಚ, ಕಸೂರಿ ಮೇಥಿ 1 ಚಮಚ, ಶುಂಠಿ-ಬೆಳ್ಳುಳ್ಳಿ ಪೇಸ್ಟ್ ಸ್ವಲ್ಪ xyxy=(22,659,684,688)
serial-promo-1: ಸೋಮವಾರದಿಂದ xyxy=(795,1297,979,1333)
zodiac-sign-icon: ★ xyxy=(490,2340,507,2357)
rashi-sign-name: ಮಿಥುನ xyxy=(510,2253,532,2264)
rashi-text: ವೃಷಭ: ಆತ್ಮ ಸ್ನೇಹಿತರು ಬಗೆಯುವ ಪ್ರಯತ್ನ, ಸಹೋದ್ಯೋಗಿಗಳಿಂದ ಅನುಕೂಲ, ರಾಜಕೀಯ ವ್ಯಕ್ತಿಗಳಿಗೆ ಕ್ರಮ. xyxy=(329,2253,484,2286)
quiz-answer-row: ಉತ್ತರ: ನೇತ್ರಾವತಿ xyxy=(1390,182,1464,198)
beauty-tips-badge: ಬ್ಯೂಟಿ ಟಿಪ್ಸ್ xyxy=(331,1466,526,1521)
feature-headline-1: ಟೀಂ ಇಂಡಿಯಾ ಕ್ರಿಕೆಟಿಗನೊಂದಿಗೆ xyxy=(702,224,1175,282)
health-section xyxy=(11,740,694,1418)
actress-portrait xyxy=(702,865,963,1083)
rashi-prediction: ಪ್ರೀತಿ ಪ್ರೇಮ ವಿಷಯಗಳಲ್ಲಿ ಜಯ, ಮಕ್ಕಳಿಂದ ನೆಮ್ಮದಿ, ಉತ್ತಮ ಪ್ರಯಾಣ. xyxy=(691,2340,838,2361)
ingredients-label: ಬೇಕಿರುವ ಸಾಮಗ್ರಿ xyxy=(11,579,163,651)
sharade-poster xyxy=(1090,1284,1500,2130)
rashi-sign-aries: ಮೇಷ: ಅಧಿಕ ನಷ್ಟ ರಾಜಕೀಯ ವ್ಯಕ್ತಿಗಳಿಗೆ, ಶತ್ರು ದಮನ, ಕೋರ್ಟ್ ಕೇಸುಗಳಲ್ಲಿ ಜಯದ ಸೂಚನೆ. xyxy=(11,2356,277,2379)
rashi-cell xyxy=(853,2297,1033,2338)
zodiac-sign-icon: ★ xyxy=(308,2253,325,2271)
sleep-title: ವಿಶ್ವ ನಿದ್ರಾ ದಿನ xyxy=(1038,2135,1256,2175)
rashi-prediction: ರಾಜಕೀಯ ವ್ಯಕ್ತಿಗಳಿಗೆ ಅನುಕೂಲ, ಬಂಧು ಮಿತ್ರರಿಂದ ಉತ್ತಮ ಹೆಸರು, ಆತ್ಮ ಗೌರವ ಕೀರ್ತಿ ಪ್ರಾಪ್ತಿ. xyxy=(691,2297,844,2318)
health-col1: ಹೆಚ್ಚು ನೀರು ಕುಡಿಯುವುದು: ಬಾಯಾರಿಕೆ ಇಲ್ಲದಿದ್ದರೂ ಸಹ ಹೆಚ್ಚು ನೀರನ್ನು ಆಗಾಗ್ಗೆ ಸೇವಿಸಬೇಕು. ಬಾಯಾರಿಕೆಯು ನಿರ್ಜಲೀಕರಣದ ಲಕ್ಷಣವಾಗಿದೆ. ಪ್ರಯಾಣ ಮಾಡುವ ಸಮಯದಲ್ಲಿ ಕುಡಿಯಲು ನೀರನ್ನು ಜೊತೆ ಕೊಂಡೊಯ್ಯುವುದು ಅಗತ್ಯವಾಗಿದೆ. ಮನೆಯ ಪಾನೀಯಗಳಾದ ಲಸ್ಸಿ, ಮಜ್ಜಿಗೆ, ನಿಂಬೆ ಪಾನಕ, ಹಣ್ಣಿನ ರಸಗಳನ್ನು ಬಳಸಿ. ಋತುಮಾನದಲ್ಲಿ ಲಭ್ಯವಿರುವ ಹೆಚ್ಚು ನೀರಿನ ಅಂಶವಿರುವ ಹಣ್ಣು ಮತ್ತು ತರಕಾರಿಗಳಾದ ಕಲ್ಲಂಗಡಿ, ಕರಬೂಜ, ಕಿತ್ತಳೆ, ದ್ರಾಕ್ಷಿ, ಅನಾನಸ್, ಸೌತೆಕಾಯಿ, ಲೆಟ್ಯೂಸ್ ಇವುಗಳನ್ನು ಸೇವಿಸಬೇಕು. ಶರೀರವನ್ನು ಸುರಕ್ಷತವಾಗಿಟ್ಟುಕೊಳ್ಳುವುದು: ತೆಳು ಬಣ್ಣದ, ಸಡಿಲವಾದ ಹತ್ತಿ ಬಟ್ಟೆಗಳನ್ನು ಧರಿಸುವುದು ಉತ್ತಮ. ಬಿಸಿಲಿನಲ್ಲಿ ಹೊರಹೋಗುವ ಸಂದರ್ಭಗಳಲ್ಲಿ ಛತ್ರಿ, ಟೋಪಿ, ಟವೆಲ್ ಬಳಸಬೇಕು. ಬರಿಗಾಲಿನಲ್ಲಿ ನಡೆಯಬಾರದು. ಸಹಾಯವಾಣಿ: ರಾಜ್ಯ ನೈಸರ್ಗಿಕ ವಿಕೋಪ ಉಸ್ತುವಾರಿ ಕೇಂದ್ರದ ಮಾಹಿತಿಯನ್ನು ಪಡೆದುಕೊಳ್ಳಬೇಕು. Karnataka State Natural Disaster Monitoring https://www.ksndme.org/default.aspx xyxy=(27,793,346,989)
ksndmc-link[interactable]: Karnataka State Natural Disaster Monitoring https://www.ksndme.org/default.aspx xyxy=(27,956,346,989)
rashi-text: ಮಕರ: ಹಣಕಾಸಿನ ಅಡಚಣೆ, ಉದ್ಯೋಗ ಸಮಸ್ಯೆಗಳು, ಉತ್ತಮ. xyxy=(329,2340,478,2361)
rashi-cell xyxy=(490,2297,670,2338)
sleep-image-caption: WORLD SLEEP DA xyxy=(1075,2183,1220,2200)
poster-title: ಶಾರದೆ xyxy=(1109,1316,1296,1418)
astrologer-website[interactable]: www.jyotishyavaastu.com xyxy=(89,2305,225,2317)
